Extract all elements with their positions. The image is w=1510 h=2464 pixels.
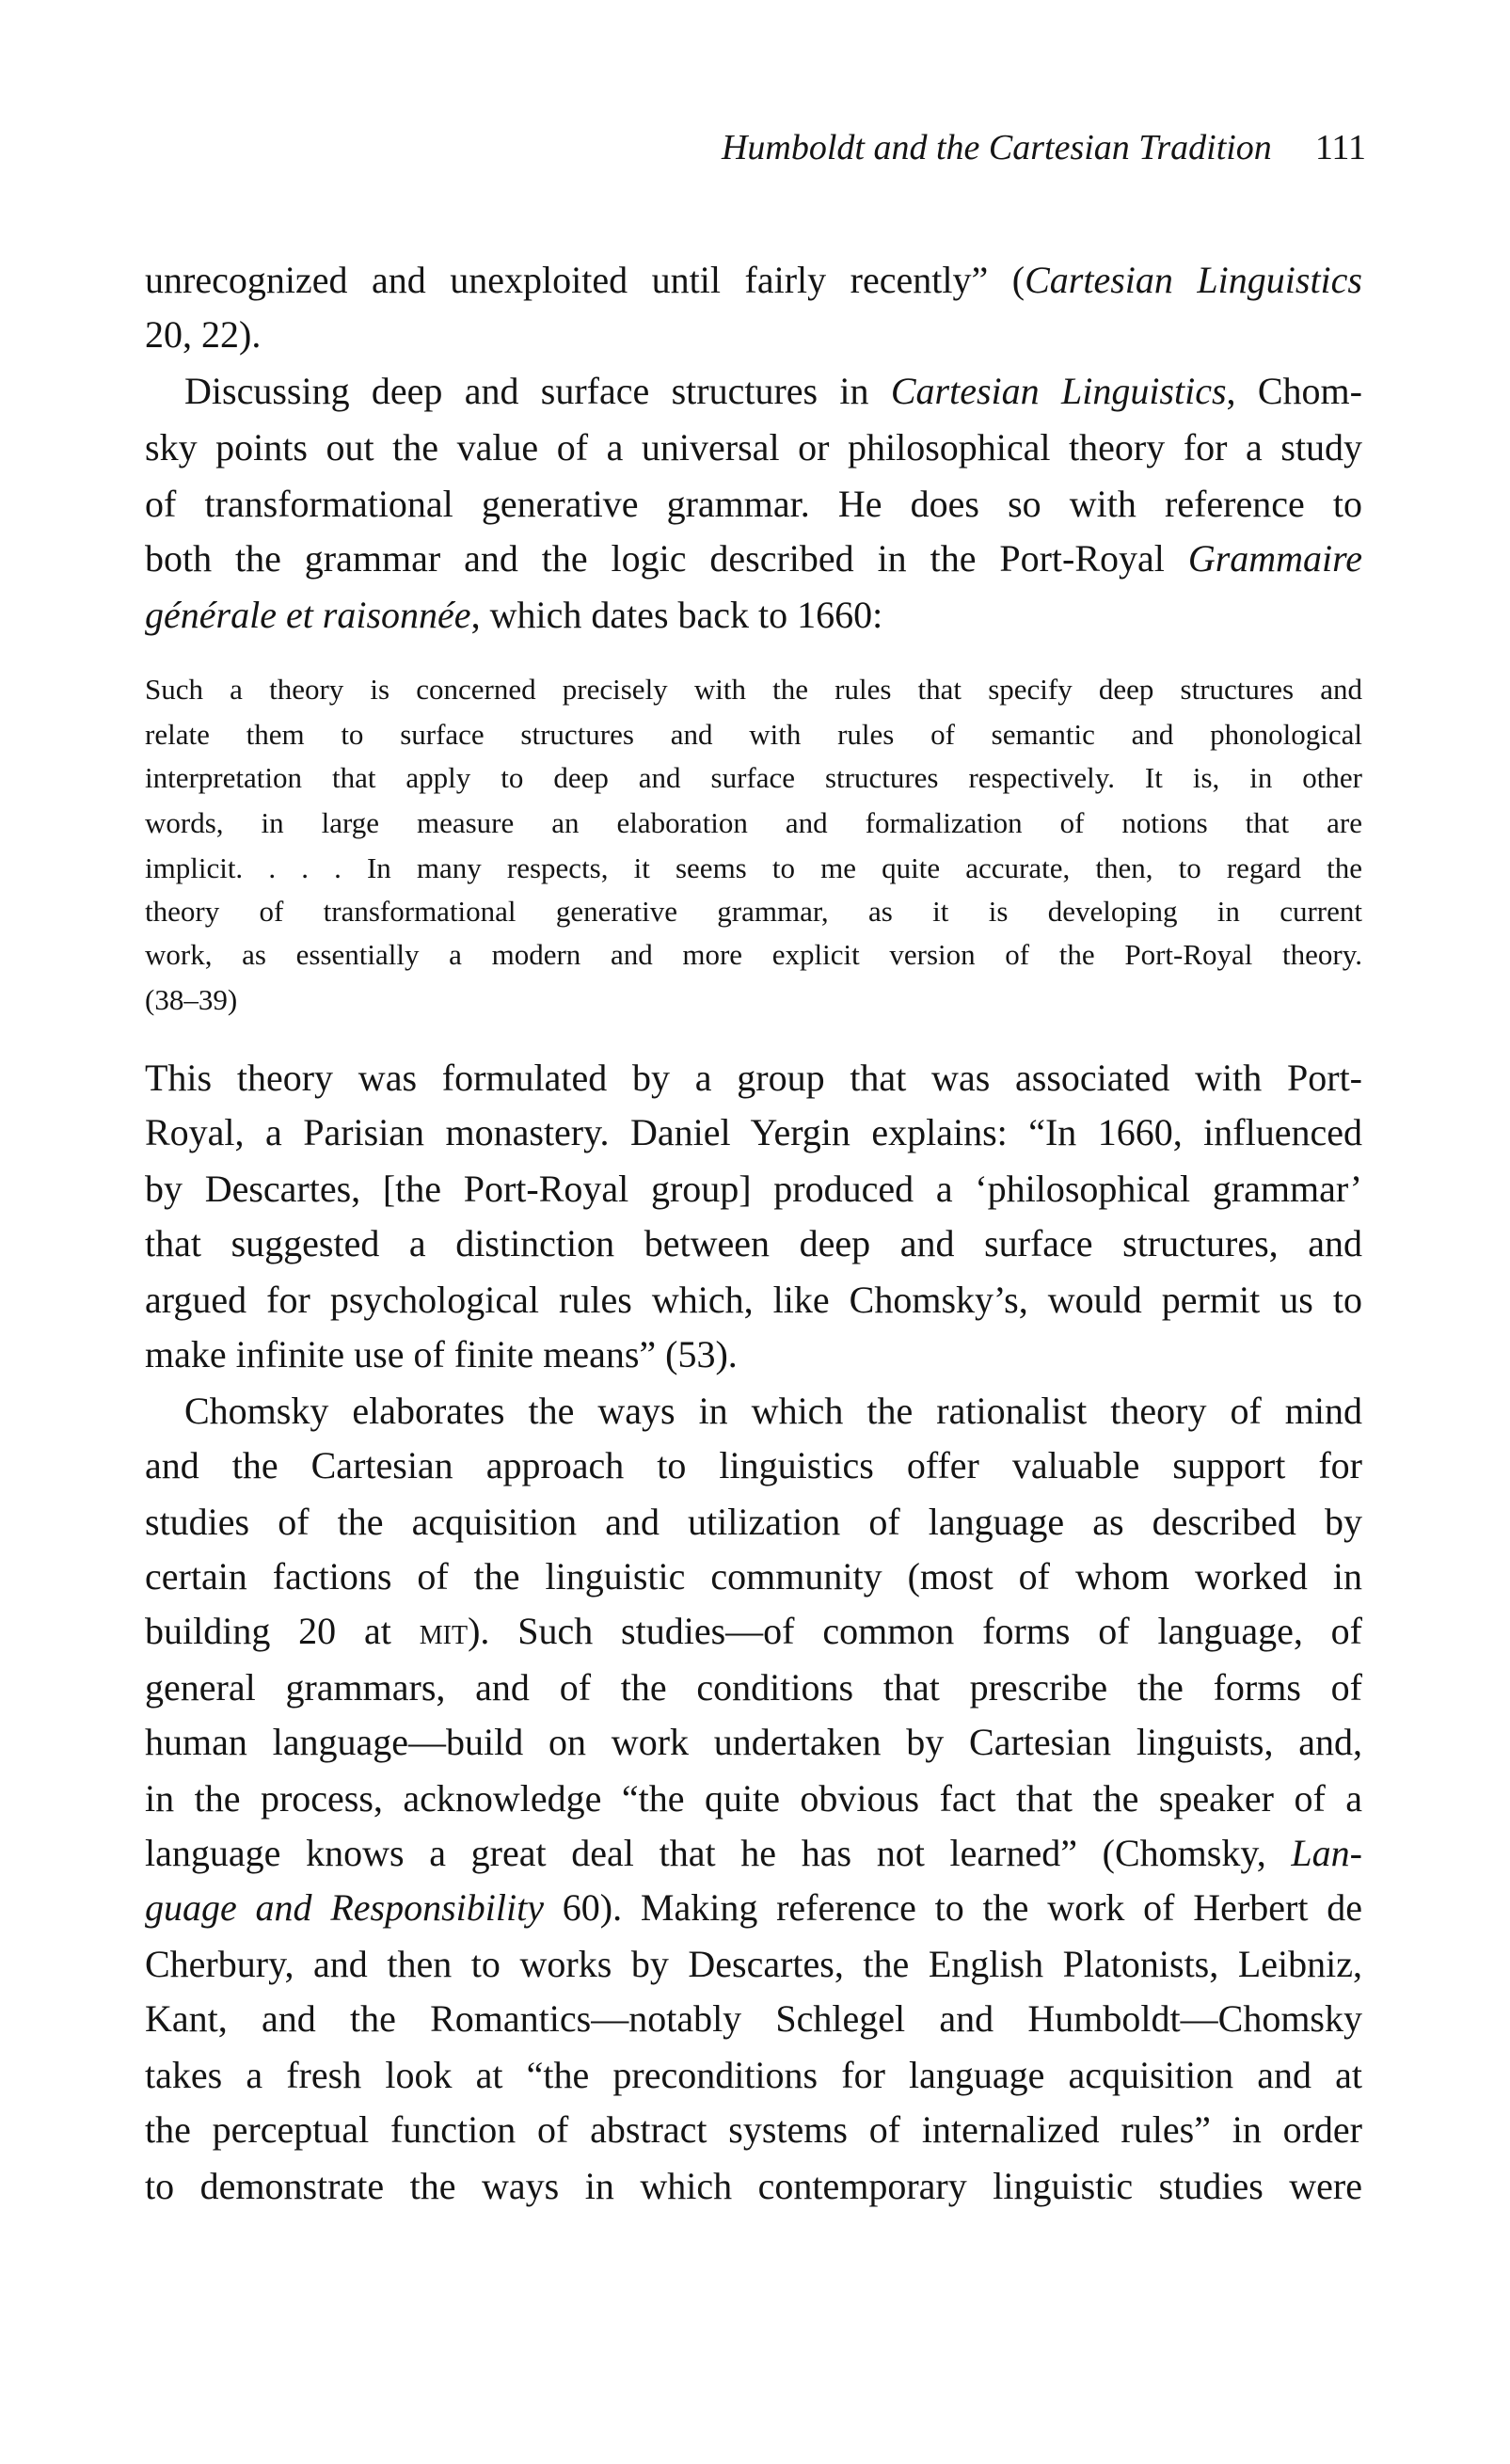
p4-line-8: in the process, acknowledge “the quite obvious fact that the speaker of a	[145, 1777, 1362, 1820]
p4-line-3: studies of the acquisition and utilization of language as described by	[145, 1501, 1362, 1543]
p4-line-5: building 20 at mit). Such studies—of common forms of language, of	[145, 1610, 1362, 1652]
p4-line-6: general grammars, and of the conditions that prescribe the forms of	[145, 1666, 1362, 1709]
quote-citation: (38–39)	[145, 983, 238, 1016]
p3-line-5: argued for psychological rules which, like Chomsky’s, would permit us to	[145, 1279, 1362, 1321]
quote-line-3: interpretation that apply to deep and surface structures respectively. It is, in other	[145, 761, 1362, 794]
p4-line-11: Cherbury, and then to works by Descartes, the English Platonists, Leibniz,	[145, 1943, 1362, 1985]
p3-line-1: This theory was formulated by a group that was associated with Port-	[145, 1057, 1362, 1099]
p3-line-4: that suggested a distinction between deep and surface structures, and	[145, 1222, 1362, 1264]
p4-line-4: certain factions of the linguistic community (most of whom worked in	[145, 1555, 1362, 1598]
p4-line-9: language knows a great deal that he has not learned” (Chomsky, Lan-	[145, 1832, 1362, 1874]
quote-line-6: theory of transformational generative grammar, as it is developing in current	[145, 895, 1362, 928]
p2-line-3: of transformational generative grammar. He does so with reference to	[145, 483, 1362, 525]
p3-line-6: make infinite use of finite means” (53).	[145, 1333, 738, 1375]
p4-line-13: takes a fresh look at “the preconditions for language acquisition and at	[145, 2054, 1362, 2096]
p3-line-3: by Descartes, [the Port-Royal group] produced a ‘philosophical grammar’	[145, 1168, 1362, 1210]
page-number: 111	[1314, 128, 1366, 167]
p2-line-2: sky points out the value of a universal or philosophical theory for a study	[145, 426, 1362, 469]
running-header	[141, 130, 1366, 166]
p4-line-12: Kant, and the Romantics—notably Schlegel and Humboldt—Chomsky	[145, 1997, 1362, 2040]
quote-line-1: Such a theory is concerned precisely with the rules that specify deep structures and	[145, 673, 1362, 706]
quote-line-2: relate them to surface structures and with rules of semantic and phonological	[145, 718, 1362, 751]
p1-line-2: 20, 22).	[145, 313, 262, 356]
p3-line-2: Royal, a Parisian monastery. Daniel Yergin explains: “In 1660, influenced	[145, 1111, 1362, 1153]
p4-line-1: Chomsky elaborates the ways in which the rationalist theory of mind	[184, 1390, 1362, 1432]
running-title: Humboldt and the Cartesian Tradition	[721, 128, 1272, 167]
p4-line-10: guage and Responsibility 60). Making reference to the work of Herbert de	[145, 1886, 1362, 1929]
p4-line-2: and the Cartesian approach to linguistics offer valuable support for	[145, 1444, 1362, 1486]
p4-line-15: to demonstrate the ways in which contemporary linguistic studies were	[145, 2165, 1362, 2207]
p2-line-5: générale et raisonnée, which dates back to 1660:	[145, 594, 883, 636]
p4-line-7: human language—build on work undertaken by Cartesian linguists, and,	[145, 1721, 1362, 1763]
quote-line-4: words, in large measure an elaboration and formalization of notions that are	[145, 806, 1362, 839]
quote-line-5: implicit. . . . In many respects, it seems to me quite accurate, then, to regard the	[145, 851, 1362, 884]
p1-line-1: unrecognized and unexploited until fairly recently” (Cartesian Linguistics	[145, 259, 1362, 301]
p4-line-14: the perceptual function of abstract systems of internalized rules” in order	[145, 2108, 1362, 2151]
p2-line-4: both the grammar and the logic described in the Port-Royal Grammaire	[145, 537, 1362, 580]
mit-abbreviation: mit	[419, 1610, 469, 1652]
p2-line-1: Discussing deep and surface structures in Cartesian Linguistics, Chom-	[184, 370, 1362, 412]
quote-line-7: work, as essentially a modern and more explicit version of the Port-Royal theory.	[145, 938, 1362, 971]
